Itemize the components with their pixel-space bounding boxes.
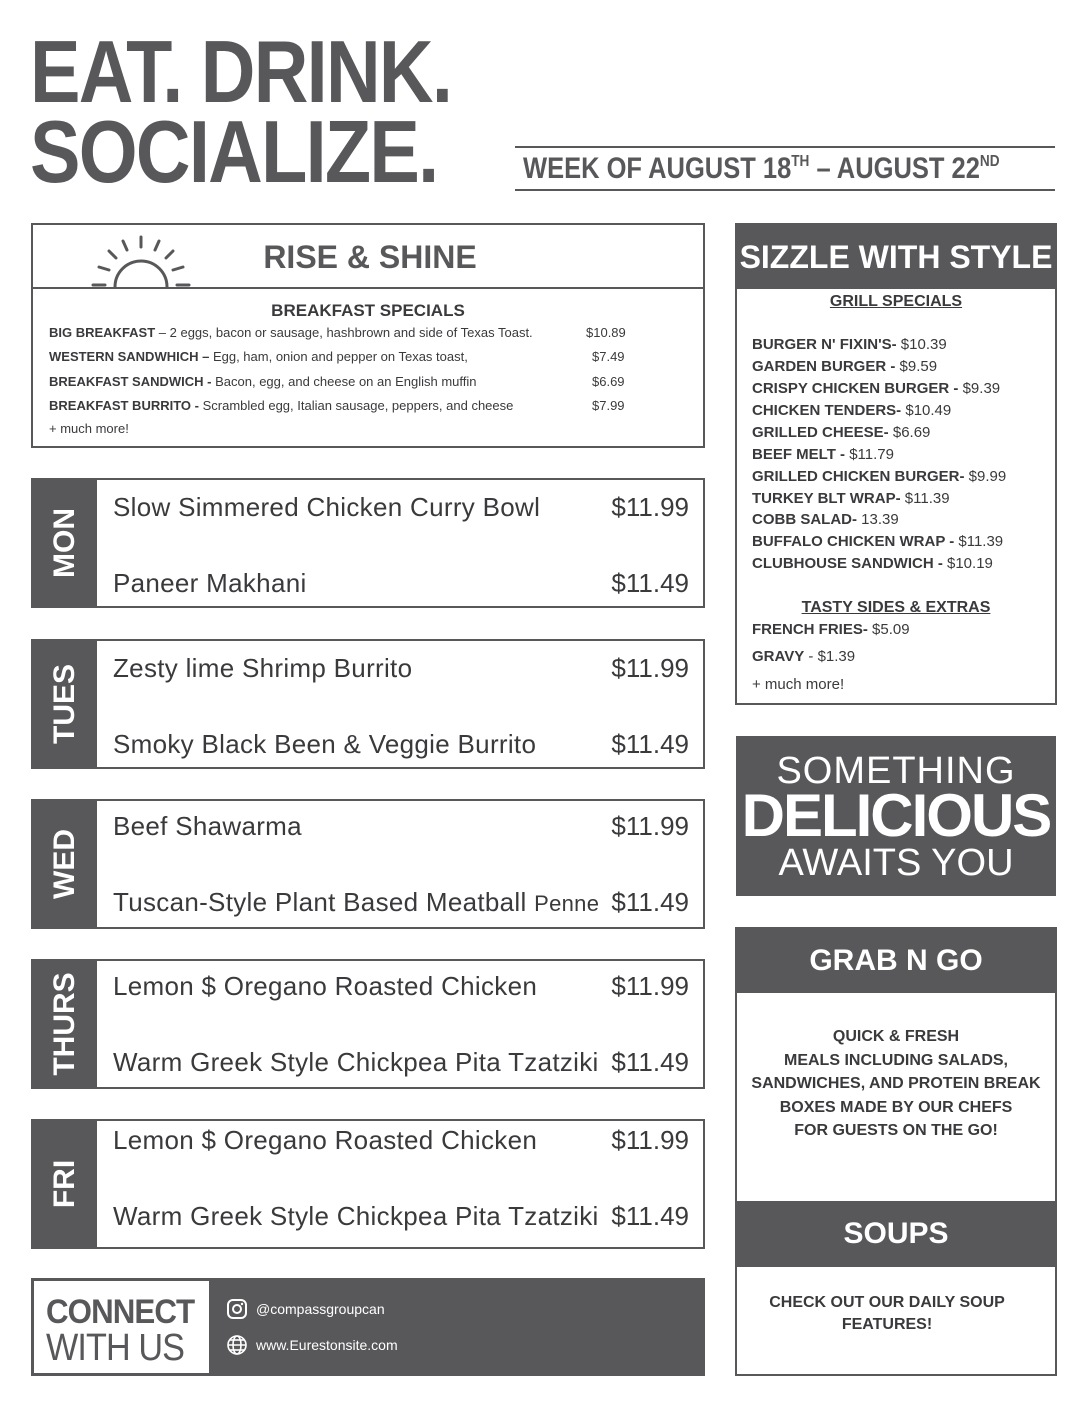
dish-1-price: $11.99: [611, 1125, 689, 1155]
grill-item: TURKEY BLT WRAP- $11.39: [752, 490, 950, 507]
dish-1: Lemon $ Oregano Roasted Chicken: [113, 971, 538, 1001]
day-tuesday: [31, 639, 705, 769]
headline-eat-drink: EAT. DRINK.: [30, 22, 452, 121]
week-text: WEEK OF AUGUST 18TH – AUGUST 22ND: [523, 152, 1000, 185]
day-label: FRI: [48, 1159, 81, 1209]
breakfast-more: + much more!: [49, 421, 129, 436]
grab-n-go-section: [735, 927, 1057, 1376]
grab-n-go-title: GRAB N GO: [737, 929, 1055, 993]
rise-and-shine-section: [31, 223, 705, 448]
sizzle-title: SIZZLE WITH STYLE: [737, 225, 1055, 289]
side-item: FRENCH FRIES- $5.09: [752, 621, 910, 638]
side-item: GRAVY - $1.39: [752, 648, 856, 665]
dish-1-price: $11.99: [611, 811, 689, 841]
soups-text: CHECK OUT OUR DAILY SOUP FEATURES!: [769, 1294, 1005, 1333]
breakfast-price: $7.49: [592, 349, 625, 364]
instagram-icon: [226, 1298, 248, 1320]
something-delicious-banner: [736, 736, 1056, 896]
day-label: WED: [48, 829, 81, 899]
breakfast-price: $7.99: [592, 398, 625, 413]
dish-2: Warm Greek Style Chickpea Pita Tzatziki: [113, 1201, 599, 1231]
dish-1: Zesty lime Shrimp Burrito: [113, 653, 413, 683]
rise-header: [33, 225, 703, 289]
breakfast-item: WESTERN SANDWHICH – Egg, ham, onion and pepper on Texas toast,: [49, 349, 468, 364]
breakfast-price: $6.69: [592, 374, 625, 389]
breakfast-item: BIG BREAKFAST – 2 eggs, bacon or sausage, hashbrown and side of Texas Toast.: [49, 325, 533, 340]
dish-2-price: $11.49: [611, 887, 689, 917]
instagram-link[interactable]: [226, 1298, 385, 1320]
breakfast-item: BREAKFAST SANDWICH - Bacon, egg, and cheese on an English muffin: [49, 374, 477, 389]
delicious-line-3: AWAITS YOU: [778, 842, 1014, 884]
day-tab: [33, 641, 97, 767]
breakfast-specials-title: BREAKFAST SPECIALS: [271, 301, 465, 320]
grill-item: BUFFALO CHICKEN WRAP - $11.39: [752, 533, 1004, 550]
day-label: MON: [48, 508, 81, 578]
day-monday: [31, 478, 705, 608]
week-banner: [515, 146, 1055, 191]
website-link[interactable]: [226, 1334, 398, 1356]
dish-2-price: $11.49: [611, 1047, 689, 1077]
globe-icon: [226, 1334, 248, 1356]
sides-title: TASTY SIDES & EXTRAS: [801, 599, 991, 616]
website-url: www.Eurestonsite.com: [256, 1337, 398, 1353]
dish-2: Tuscan-Style Plant Based Meatball Penne: [113, 887, 600, 917]
day-tab: [33, 801, 97, 927]
grill-specials-title: GRILL SPECIALS: [829, 293, 963, 310]
connect-section: [31, 1278, 705, 1376]
delicious-line-1: SOMETHING: [776, 750, 1016, 792]
day-wednesday: [31, 799, 705, 929]
connect-label-box: [34, 1281, 209, 1373]
grab-n-go-text: QUICK & FRESH MEALS INCLUDING SALADS, SANDWICHES, AND PROTEIN BREAK BOXES MADE BY OUR CHEFS FOR GUESTS ON THE GO!: [751, 1028, 1041, 1139]
soups-title: SOUPS: [737, 1201, 1055, 1267]
grill-item: BURGER N' FIXIN'S- $10.39: [752, 336, 947, 353]
grill-item: GRILLED CHEESE- $6.69: [752, 424, 931, 441]
dish-1: Slow Simmered Chicken Curry Bowl: [113, 492, 541, 522]
dish-2-price: $11.49: [611, 568, 689, 598]
grill-item: CHICKEN TENDERS- $10.49: [752, 402, 952, 419]
breakfast-price: $10.89: [586, 325, 626, 340]
dish-1-price: $11.99: [611, 653, 689, 683]
grill-item: CLUBHOUSE SANDWICH - $10.19: [752, 555, 993, 572]
rise-title: RISE & SHINE: [263, 239, 477, 275]
day-label: TUES: [48, 663, 81, 745]
day-tab: [33, 1121, 97, 1247]
grill-item: CRISPY CHICKEN BURGER - $9.39: [752, 380, 1001, 397]
connect-subtitle: WITH US: [46, 1327, 185, 1369]
dish-2: Smoky Black Been & Veggie Burrito: [113, 729, 537, 759]
grill-item: GARDEN BURGER - $9.59: [752, 358, 938, 375]
headline-socialize: SOCIALIZE.: [30, 102, 438, 201]
grill-item: BEEF MELT - $11.79: [752, 446, 894, 463]
grill-item: GRILLED CHICKEN BURGER- $9.99: [752, 468, 1007, 485]
grill-item: COBB SALAD- 13.39: [752, 511, 899, 528]
connect-title: CONNECT: [46, 1293, 195, 1331]
dish-1-price: $11.99: [611, 492, 689, 522]
dish-2: Paneer Makhani: [113, 568, 307, 598]
dish-2-price: $11.49: [611, 1201, 689, 1231]
instagram-handle: @compassgroupcan: [256, 1301, 385, 1317]
dish-2: Warm Greek Style Chickpea Pita Tzatziki: [113, 1047, 599, 1077]
day-label: THURS: [48, 972, 81, 1076]
day-tab: [33, 480, 97, 606]
dish-1: Lemon $ Oregano Roasted Chicken: [113, 1125, 538, 1155]
sizzle-more: + much more!: [752, 676, 845, 693]
dish-2-price: $11.49: [611, 729, 689, 759]
sizzle-section: [735, 223, 1057, 705]
dish-1: Beef Shawarma: [113, 811, 302, 841]
delicious-line-2: DELICIOUS: [741, 782, 1051, 849]
day-thursday: [31, 959, 705, 1089]
breakfast-item: BREAKFAST BURRITO - Scrambled egg, Italian sausage, peppers, and cheese: [49, 398, 514, 413]
day-tab: [33, 961, 97, 1087]
day-friday: [31, 1119, 705, 1249]
dish-1-price: $11.99: [611, 971, 689, 1001]
